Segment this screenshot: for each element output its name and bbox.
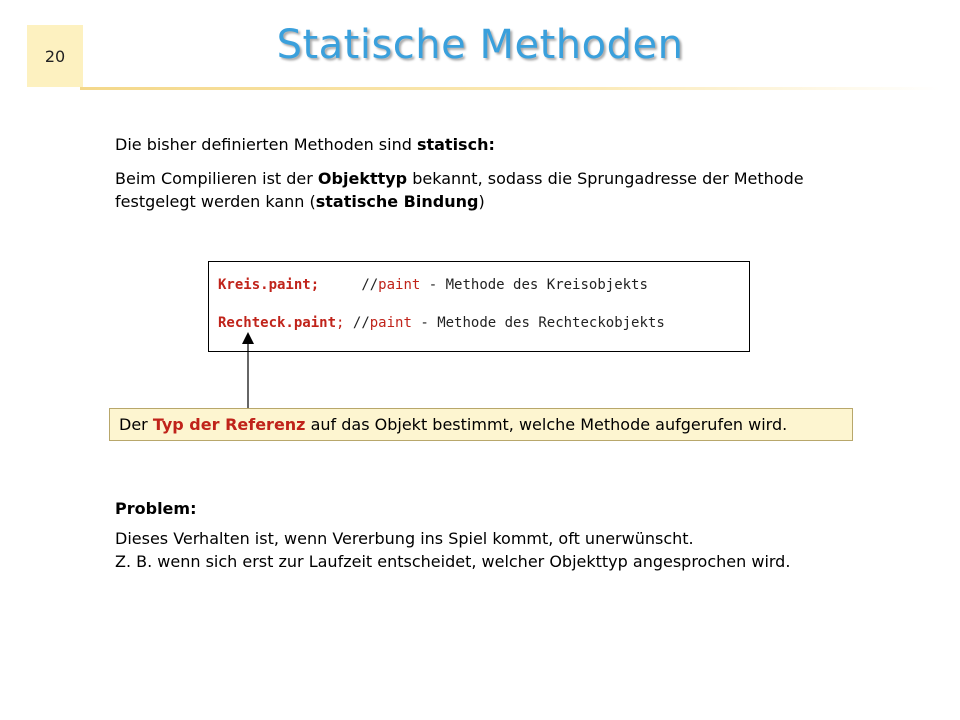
code-gap: [319, 277, 361, 293]
comment-rest: - Methode des Rechteckobjekts: [411, 315, 665, 331]
explain-part3: festgelegt werden kann (: [115, 192, 316, 211]
explain-bold-binding: statische Bindung: [315, 192, 479, 211]
note-highlight: Typ der Referenz: [152, 415, 306, 434]
comment-word: paint: [378, 277, 421, 293]
comment-prefix: //: [352, 315, 370, 331]
title-underline: [80, 87, 940, 90]
explanation-text: [115, 167, 875, 213]
problem-heading: Problem:: [115, 499, 197, 518]
note-suffix: auf das Objekt bestimmt, welche Methode aufgerufen wird.: [305, 415, 788, 434]
intro-prefix: Die bisher definierten Methoden sind: [115, 135, 417, 154]
problem-text: [115, 527, 790, 573]
problem-line-1: Dieses Verhalten ist, wenn Vererbung ins Spiel kommt, oft unerwünscht.: [115, 529, 694, 548]
code-semicolon: ;: [336, 315, 345, 331]
explain-bold-objekttyp: Objekttyp: [317, 169, 408, 188]
code-statement: Rechteck.paint: [218, 315, 337, 331]
code-line-rechteck: [218, 315, 665, 331]
callout-note: [109, 408, 853, 441]
explain-part2: bekannt, sodass die Sprungadresse der Methode: [407, 169, 804, 188]
problem-line-2: Z. B. wenn sich erst zur Laufzeit entscheidet, welcher Objekttyp angesprochen wird.: [115, 552, 791, 571]
note-prefix: Der: [119, 415, 153, 434]
code-example-box: [208, 261, 750, 352]
explain-part4: ): [478, 192, 485, 211]
comment-prefix: //: [361, 277, 379, 293]
page-number: 20: [44, 46, 66, 66]
intro-text: [115, 133, 495, 156]
code-gap: [344, 315, 352, 331]
arrow-up-icon: [236, 330, 260, 412]
intro-bold: statisch:: [416, 135, 495, 154]
comment-rest: - Methode des Kreisobjekts: [420, 277, 648, 293]
comment-word: paint: [369, 315, 412, 331]
explain-part1: Beim Compilieren ist der: [115, 169, 318, 188]
code-statement: Kreis.paint;: [218, 277, 320, 293]
slide-title: Statische Methoden: [276, 22, 684, 68]
code-line-kreis: [218, 277, 648, 293]
